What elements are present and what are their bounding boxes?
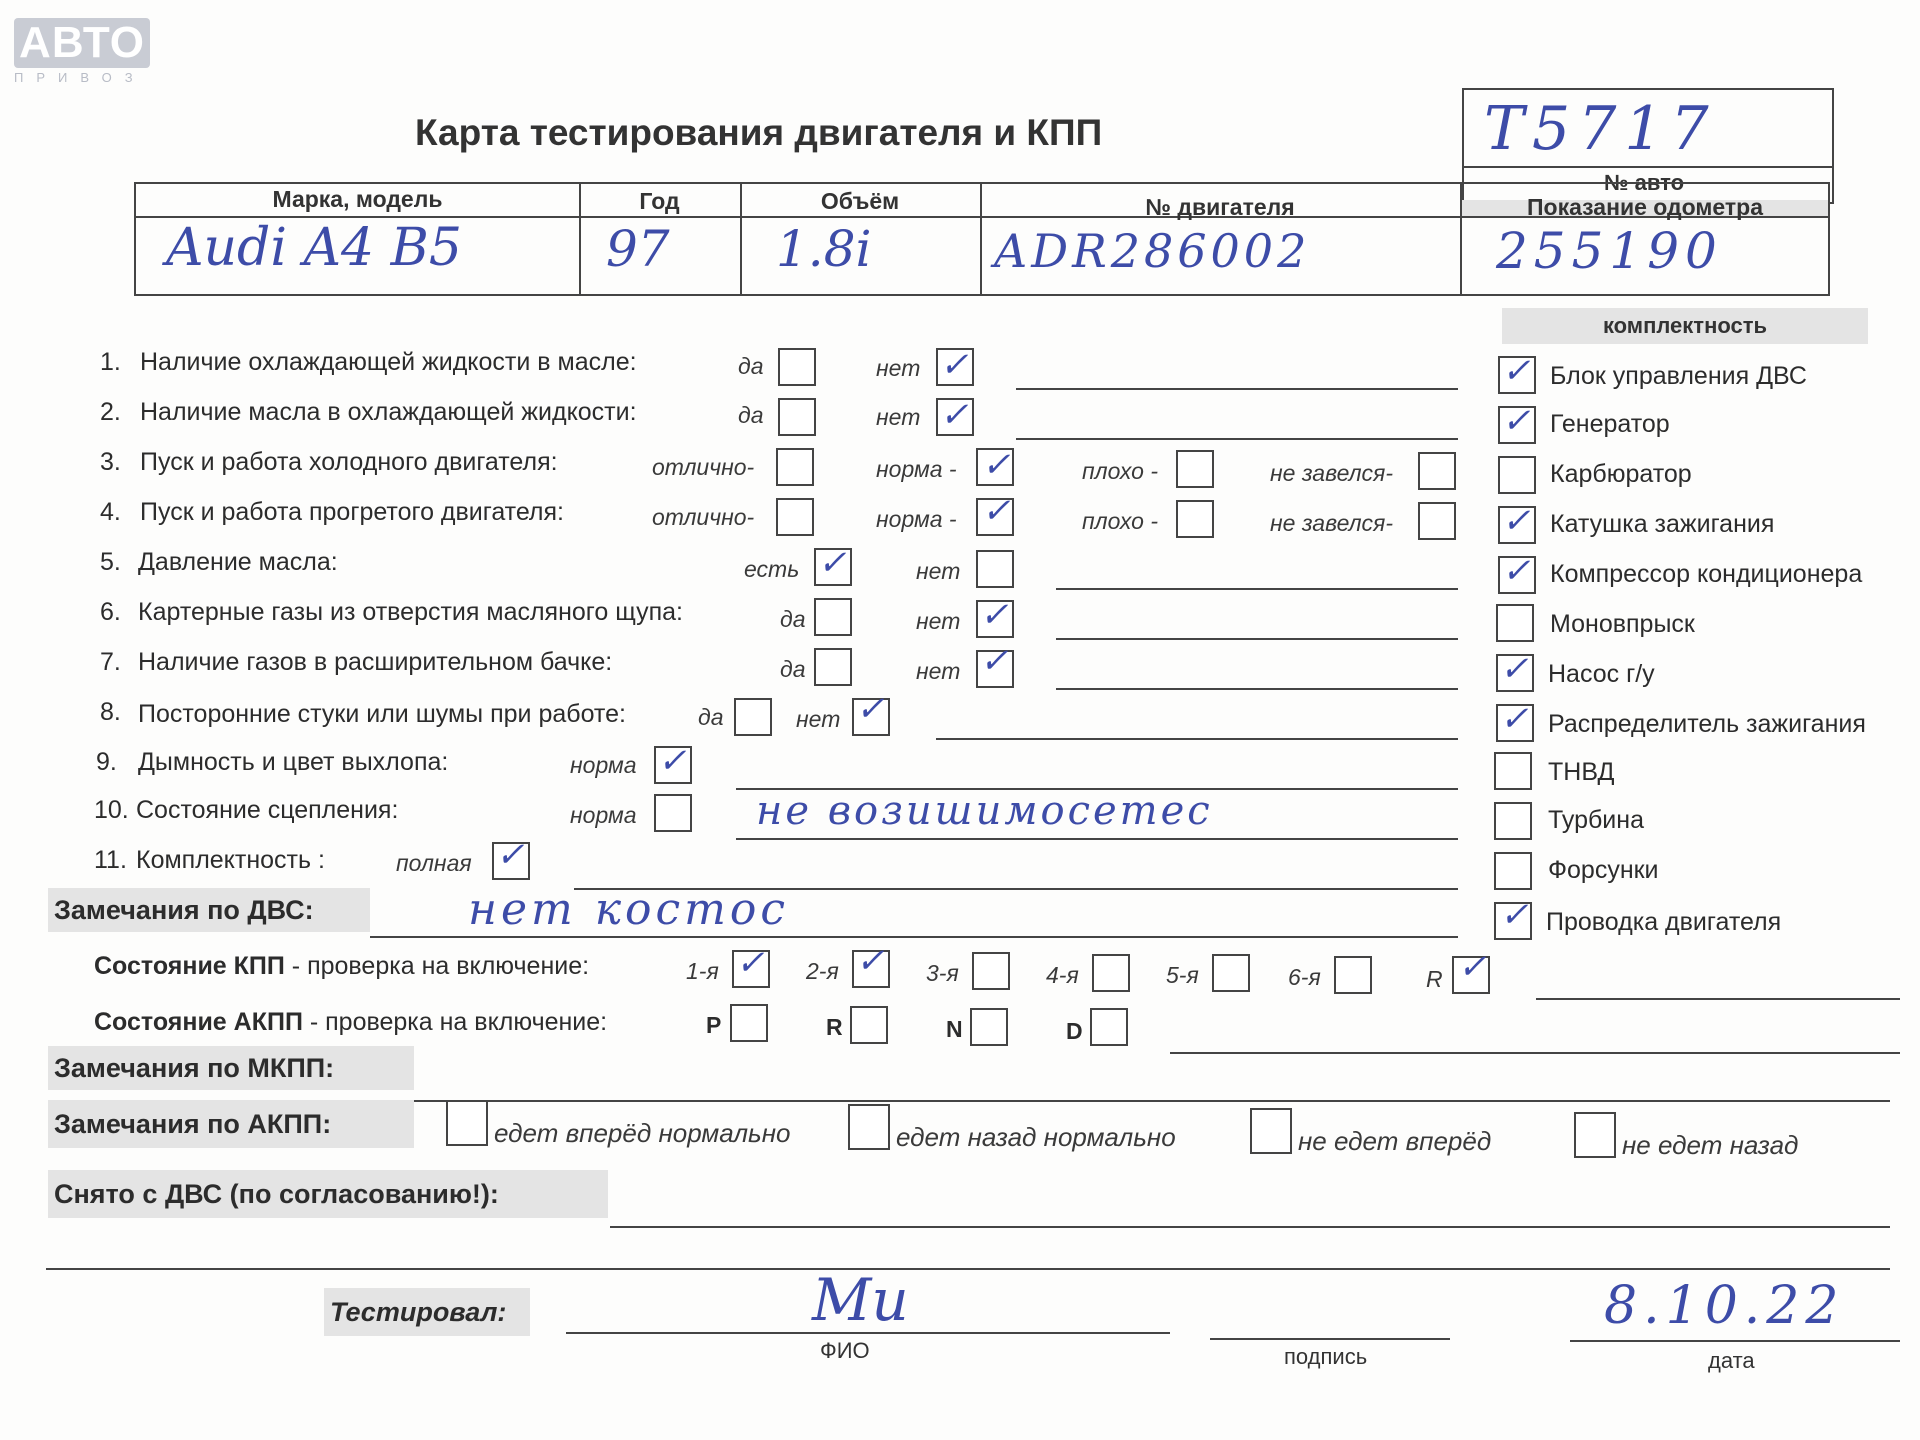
mode-p-label: P xyxy=(706,1012,722,1038)
check-9-num: 9. xyxy=(96,748,117,776)
check-1-num: 1. xyxy=(100,348,121,376)
option-no: нет xyxy=(916,608,961,634)
gearbox-label xyxy=(94,952,589,981)
check-mark: ✓ xyxy=(856,689,885,729)
check-2-yes-box[interactable] xyxy=(778,398,816,436)
check-10-label: Состояние сцепления: xyxy=(136,796,399,824)
gearbox-label-bold: Состояние КПП xyxy=(94,952,285,980)
removed-label: Снято с ДВС (по согласованию!): xyxy=(48,1170,608,1218)
kit-item-label: Блок управления ДВС xyxy=(1550,362,1807,390)
option-not-started: не завелся- xyxy=(1270,460,1394,486)
check-mark: ✓ xyxy=(496,835,525,875)
car-number-label: № авто xyxy=(1604,170,1685,195)
kit-6-box[interactable] xyxy=(1496,604,1534,642)
check-mark: ✓ xyxy=(856,941,885,981)
option-normal: норма - xyxy=(876,456,957,482)
notes-line xyxy=(410,1100,1890,1102)
auto-no-forward-label: не едет вперёд xyxy=(1298,1126,1492,1156)
check-mark: ✓ xyxy=(736,943,765,983)
auto-no-forward-box[interactable] xyxy=(1250,1108,1292,1154)
check-mark: ✓ xyxy=(1502,501,1531,541)
signature-line xyxy=(1210,1338,1450,1340)
check-6-yes-box[interactable] xyxy=(814,598,852,636)
auto-no-backward-label: не едет назад xyxy=(1622,1130,1799,1160)
auto-gearbox-label xyxy=(94,1008,607,1037)
notes-line xyxy=(46,1268,1890,1270)
check-3-bad-box[interactable] xyxy=(1176,450,1214,488)
option-no: нет xyxy=(796,706,841,732)
year-label: Год xyxy=(639,188,680,214)
date-line xyxy=(1570,1340,1900,1342)
notes-line xyxy=(936,738,1458,740)
kit-10-box[interactable] xyxy=(1494,802,1532,840)
check-8-num: 8. xyxy=(100,698,121,726)
option-yes: да xyxy=(738,402,764,428)
divider xyxy=(1464,166,1832,168)
option-normal: норма xyxy=(570,752,637,778)
notes-line xyxy=(610,1226,1890,1228)
check-4-excellent-box[interactable] xyxy=(776,498,814,536)
mode-r-box[interactable] xyxy=(850,1006,888,1044)
option-yes: да xyxy=(780,656,806,682)
option-excellent: отлично- xyxy=(652,454,755,480)
mode-d-label: D xyxy=(1066,1018,1083,1044)
check-mark: ✓ xyxy=(982,445,1011,485)
check-6-num: 6. xyxy=(100,598,121,626)
kit-item-label: Генератор xyxy=(1550,410,1670,438)
check-mark: ✓ xyxy=(818,543,847,583)
kit-item-label: Распределитель зажигания xyxy=(1548,710,1866,738)
auto-backward-ok-label: едет назад нормально xyxy=(896,1122,1176,1152)
kit-item-label: Карбюратор xyxy=(1550,460,1692,488)
check-10-normal-box[interactable] xyxy=(654,794,692,832)
brand-label: Марка, модель xyxy=(272,186,443,212)
auto-forward-ok-label: едет вперёд нормально xyxy=(494,1118,791,1148)
check-mark: ✓ xyxy=(980,595,1009,635)
check-2-label: Наличие масла в охлаждающей жидкости: xyxy=(140,398,637,426)
auto-no-backward-box[interactable] xyxy=(1574,1112,1616,1158)
kit-item-label: Катушка зажигания xyxy=(1550,510,1775,538)
gear-6-label: 6-я xyxy=(1288,964,1321,990)
kit-11-box[interactable] xyxy=(1494,852,1532,890)
clutch-note: не возишимосетес xyxy=(756,788,1213,834)
date-label: дата xyxy=(1708,1348,1755,1373)
gear-r-label: R xyxy=(1426,966,1443,992)
kit-item-label: Проводка двигателя xyxy=(1546,908,1782,936)
kit-title: комплектность xyxy=(1502,308,1868,344)
check-7-yes-box[interactable] xyxy=(814,648,852,686)
mode-d-box[interactable] xyxy=(1090,1008,1128,1046)
notes-line xyxy=(370,936,1458,938)
option-no: нет xyxy=(876,355,921,381)
notes-line xyxy=(1056,688,1458,690)
auto-gearbox-label-bold: Состояние АКПП xyxy=(94,1008,303,1036)
gear-5-label: 5-я xyxy=(1166,962,1199,988)
kit-3-box[interactable] xyxy=(1498,456,1536,494)
gear-5-box[interactable] xyxy=(1212,954,1250,992)
page-title: Карта тестирования двигателя и КПП xyxy=(415,112,1103,153)
option-no: нет xyxy=(916,558,961,584)
gear-2-label: 2-я xyxy=(806,958,839,984)
kit-item-label: Моновпрыск xyxy=(1550,610,1695,638)
check-mark: ✓ xyxy=(982,491,1011,531)
option-excellent: отлично- xyxy=(652,504,755,530)
odometer-value: 255190 xyxy=(1496,222,1723,280)
tested-label: Тестировал: xyxy=(324,1288,530,1336)
fio-label: ФИО xyxy=(820,1338,870,1363)
notes-line xyxy=(1016,388,1458,390)
check-5-label: Давление масла: xyxy=(138,548,338,576)
check-mark: ✓ xyxy=(940,395,969,435)
notes-line xyxy=(1170,1052,1900,1054)
check-mark: ✓ xyxy=(1500,649,1529,689)
notes-line xyxy=(1056,638,1458,640)
option-bad: плохо - xyxy=(1082,508,1158,534)
option-present: есть xyxy=(744,556,800,582)
option-no: нет xyxy=(916,658,961,684)
check-mark: ✓ xyxy=(940,345,969,385)
option-no: нет xyxy=(876,404,921,430)
gear-3-label: 3-я xyxy=(926,960,959,986)
check-3-label: Пуск и работа холодного двигателя: xyxy=(140,448,558,476)
notes-line xyxy=(1536,998,1900,1000)
engine-remarks-label: Замечания по ДВС: xyxy=(48,888,370,932)
check-7-num: 7. xyxy=(100,648,121,676)
engine-remarks-value: нет костос xyxy=(468,884,789,935)
kit-9-box[interactable] xyxy=(1494,752,1532,790)
engine-number-label: № двигателя xyxy=(1145,194,1295,220)
kit-item-label: ТНВД xyxy=(1548,758,1615,786)
option-normal: норма - xyxy=(876,506,957,532)
kit-item-label: Насос г/у xyxy=(1548,660,1655,688)
fio-line xyxy=(566,1332,1170,1334)
check-mark: ✓ xyxy=(1500,895,1529,935)
option-bad: плохо - xyxy=(1082,458,1158,484)
manual-remarks-label: Замечания по МКПП: xyxy=(48,1046,414,1090)
mode-n-box[interactable] xyxy=(970,1008,1008,1046)
tester-name-value: Ми xyxy=(812,1266,909,1334)
volume-label: Объём xyxy=(820,188,900,214)
engine-number-value: ADR286002 xyxy=(994,224,1311,278)
check-3-excellent-box[interactable] xyxy=(776,448,814,486)
check-2-num: 2. xyxy=(100,398,121,426)
option-not-started: не завелся- xyxy=(1270,510,1394,536)
notes-line xyxy=(1056,588,1458,590)
option-full: полная xyxy=(396,850,472,876)
signature-label: подпись xyxy=(1284,1344,1368,1369)
notes-line xyxy=(736,838,1458,840)
check-mark: ✓ xyxy=(980,641,1009,681)
auto-gearbox-label-rest: - проверка на включение: xyxy=(302,1008,608,1036)
kit-item-label: Компрессор кондиционера xyxy=(1550,560,1863,588)
check-mark: ✓ xyxy=(1458,947,1487,987)
check-4-not-started-box[interactable] xyxy=(1418,502,1456,540)
logo-subtitle: ПРИВОЗ xyxy=(14,70,146,85)
date-value: 8.10.22 xyxy=(1604,1276,1845,1336)
auto-remarks-label: Замечания по АКПП: xyxy=(48,1100,414,1148)
check-mark: ✓ xyxy=(1502,351,1531,391)
check-mark: ✓ xyxy=(1502,401,1531,441)
mode-n-label: N xyxy=(946,1016,963,1042)
check-4-num: 4. xyxy=(100,498,121,526)
check-11-label: Комплектность : xyxy=(136,846,325,874)
volume-value: 1.8i xyxy=(776,220,872,278)
check-mark: ✓ xyxy=(1500,699,1529,739)
check-9-label: Дымность и цвет выхлопа: xyxy=(138,748,449,776)
check-1-label: Наличие охлаждающей жидкости в масле: xyxy=(140,348,637,376)
car-number-value: Т5717 xyxy=(1484,94,1717,164)
check-mark: ✓ xyxy=(658,741,687,781)
check-11-num: 11. xyxy=(94,846,127,874)
year-value: 97 xyxy=(606,220,670,278)
odometer-label: Показание одометра xyxy=(1527,194,1763,220)
option-yes: да xyxy=(738,353,764,379)
check-3-num: 3. xyxy=(100,448,121,476)
notes-line xyxy=(1016,438,1458,440)
check-8-label: Посторонние стуки или шумы при работе: xyxy=(138,700,626,728)
gear-6-box[interactable] xyxy=(1334,956,1372,994)
check-3-not-started-box[interactable] xyxy=(1418,452,1456,490)
check-10-num: 10. xyxy=(94,796,129,824)
auto-forward-ok-box[interactable] xyxy=(446,1100,488,1146)
gear-4-label: 4-я xyxy=(1046,962,1079,988)
check-5-num: 5. xyxy=(100,548,121,576)
gearbox-label-rest: - проверка на включение: xyxy=(284,952,590,980)
check-4-bad-box[interactable] xyxy=(1176,500,1214,538)
check-8-yes-box[interactable] xyxy=(734,698,772,736)
check-6-label: Картерные газы из отверстия масляного щупа: xyxy=(138,598,683,626)
option-yes: да xyxy=(780,606,806,632)
gear-3-box[interactable] xyxy=(972,952,1010,990)
logo: АВТО xyxy=(14,18,150,68)
gear-4-box[interactable] xyxy=(1092,954,1130,992)
brand-value: Audi A4 B5 xyxy=(166,218,462,278)
kit-item-label: Форсунки xyxy=(1548,856,1659,884)
check-7-label: Наличие газов в расширительном бачке: xyxy=(138,648,613,676)
gear-1-label: 1-я xyxy=(686,958,719,984)
check-mark: ✓ xyxy=(1502,551,1531,591)
option-normal: норма xyxy=(570,802,637,828)
check-1-yes-box[interactable] xyxy=(778,348,816,386)
mode-r-label: R xyxy=(826,1014,843,1040)
auto-backward-ok-box[interactable] xyxy=(848,1104,890,1150)
option-yes: да xyxy=(698,704,724,730)
vehicle-table xyxy=(134,182,1830,296)
check-4-label: Пуск и работа прогретого двигателя: xyxy=(140,498,564,526)
kit-item-label: Турбина xyxy=(1548,806,1644,834)
mode-p-box[interactable] xyxy=(730,1004,768,1042)
check-5-no-box[interactable] xyxy=(976,550,1014,588)
